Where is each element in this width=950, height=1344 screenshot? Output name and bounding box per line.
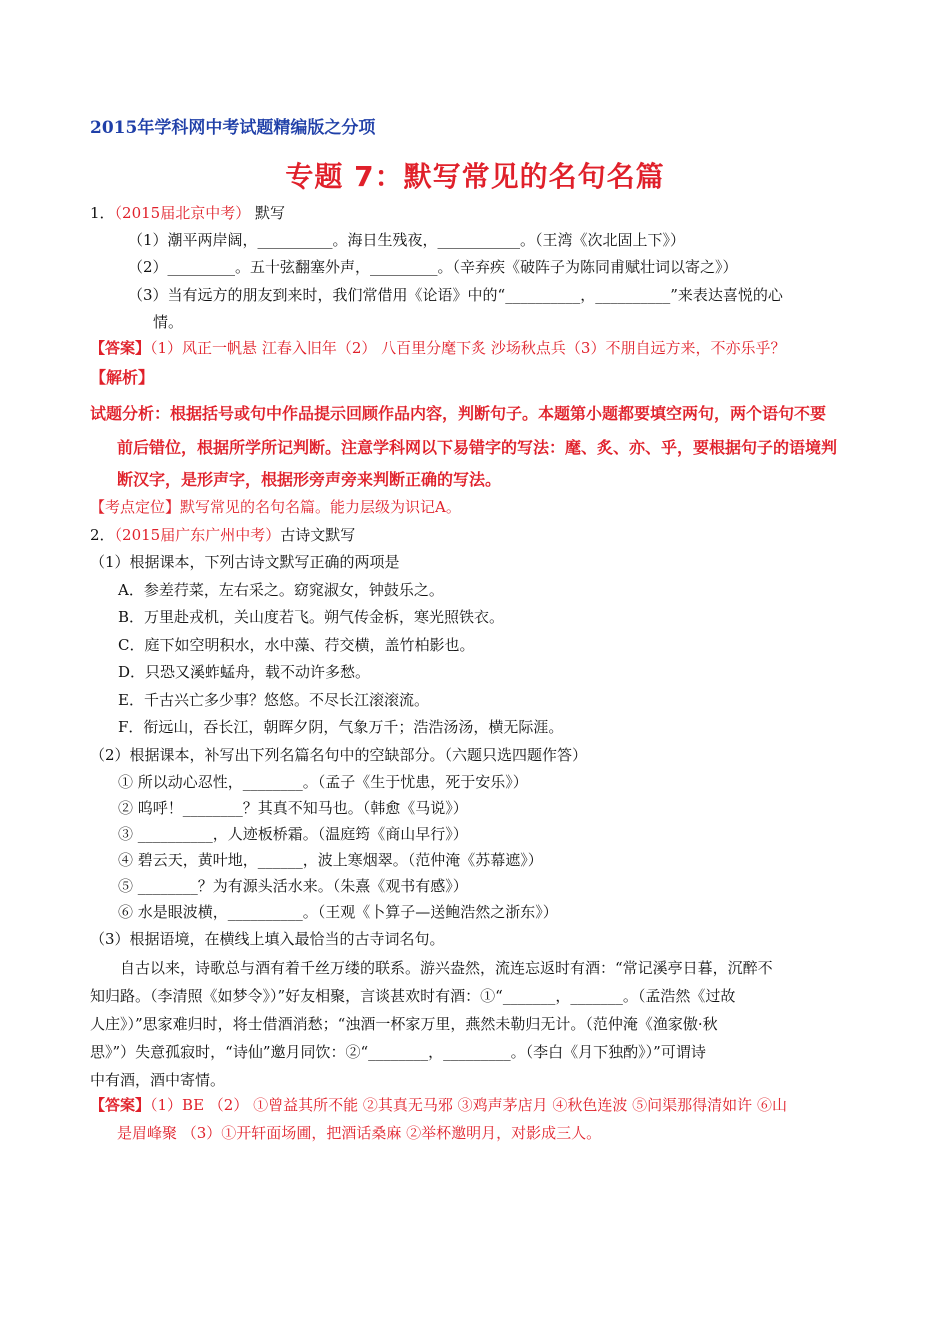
question-source: （2015届北京中考） bbox=[114, 204, 251, 222]
q2-option: D．只恐又溪蚱蜢舟，载不动许多愁。 bbox=[118, 663, 371, 681]
question-type: 默写 bbox=[255, 204, 286, 222]
analysis-text: 前后错位，根据所学所记判断。注意学科网以下易错字的写法：麾、炙、亦、乎，要根据句子的语境判 bbox=[117, 438, 838, 457]
answer-text: 是眉峰聚 （3）①开轩面场圃，把酒话桑麻 ②举杯邀明月，对影成三人。 bbox=[117, 1124, 602, 1142]
q2-passage-line: 中有酒，酒中寄情。 bbox=[90, 1071, 226, 1089]
page-title: 专题 7：默写常见的名句名篇 bbox=[285, 160, 665, 193]
analysis-text: 试题分析：根据括号或句中作品提示回顾作品内容，判断句子。本题第小题都要填空两句，两个语句不要 bbox=[90, 404, 827, 423]
series-header: 2015年学科网中考试题精编版之分项 bbox=[90, 118, 376, 138]
q2-blank: ⑥ 水是眼波横，__________。（王观《卜算子—送鲍浩然之浙东》） bbox=[118, 903, 558, 921]
q2-option: A．参差荇菜，左右采之。窈窕淑女，钟鼓乐之。 bbox=[118, 581, 444, 599]
q2-option: B．万里赴戎机，关山度若飞。朔气传金柝，寒光照铁衣。 bbox=[118, 608, 505, 626]
q2-passage-line: 人庄》）”思家难归时，将士借酒消愁；“浊酒一杯家万里，燕然未勒归无计。（范仲淹《渔家傲·秋 bbox=[90, 1015, 718, 1033]
question-number: 1． bbox=[90, 204, 115, 222]
q2-blank: ② 呜呼！________？其真不知马也。（韩愈《马说》） bbox=[118, 799, 468, 817]
question-2-heading bbox=[90, 525, 355, 545]
analysis-label: 【解析】 bbox=[90, 368, 155, 387]
answer-label: 【答案】 bbox=[90, 1096, 151, 1114]
q1-item: （3）当有远方的朋友到来时，我们常借用《论语》中的“__________，__________”来表达喜悦的心 bbox=[128, 286, 783, 304]
q2-passage-line: 思》”）失意孤寂时，“诗仙”邀月同饮：②“________，_________。（李白《月下独酌》）”可谓诗 bbox=[90, 1043, 706, 1061]
q2-part1-intro: （1）根据课本，下列古诗文默写正确的两项是 bbox=[90, 553, 400, 571]
q2-part3-intro: （3）根据语境，在横线上填入最恰当的古寺词名句。 bbox=[90, 930, 445, 948]
kaodian-text: 【考点定位】默写常见的名句名篇。能力层级为识记A。 bbox=[90, 498, 461, 516]
q2-option: F．衔远山，吞长江，朝晖夕阴，气象万千；浩浩汤汤，横无际涯。 bbox=[118, 718, 564, 736]
answer-text: （1）BE （2） ①曾益其所不能 ②其真无马邪 ③鸡声茅店月 ④秋色连波 ⑤问渠那得清如许 ⑥山 bbox=[150, 1096, 787, 1114]
question-source: （2015届广东广州中考） bbox=[114, 526, 281, 544]
q2-blank: ③ __________，人迹板桥霜。（温庭筠《商山早行》） bbox=[118, 825, 468, 843]
q2-blank: ⑤ ________？为有源头活水来。（朱熹《观书有感》） bbox=[118, 877, 468, 895]
q2-option: E．千古兴亡多少事？悠悠。不尽长江滚滚流。 bbox=[118, 691, 429, 709]
analysis-text: 断汉字，是形声字，根据形旁声旁来判断正确的写法。 bbox=[117, 470, 502, 489]
answer-label: 【答案】 bbox=[90, 339, 151, 357]
q2-answer bbox=[90, 1095, 787, 1115]
q1-item: （2）_________。五十弦翻塞外声，_________。（辛弃疾《破阵子为陈同甫赋壮词以寄之》） bbox=[128, 258, 738, 276]
q2-passage-line: 知归路。（李清照《如梦令》）”好友相聚，言谈甚欢时有酒：①“_______，_______。（孟浩然《过故 bbox=[90, 987, 736, 1005]
q2-passage-line: 自古以来，诗歌总与酒有着千丝万缕的联系。游兴盎然，流连忘返时有酒：“常记溪亭日暮，沉醉不 bbox=[90, 959, 773, 977]
q1-answer bbox=[90, 338, 785, 358]
q2-blank: ④ 碧云天，黄叶地，______，波上寒烟翠。（范仲淹《苏幕遮》） bbox=[118, 851, 543, 869]
question-1-heading bbox=[90, 203, 285, 223]
q2-blank: ① 所以动心忍性，________。（孟子《生于忧患，死于安乐》） bbox=[118, 773, 528, 791]
answer-text: （1）风正一帆悬 江春入旧年（2） 八百里分麾下炙 沙场秋点兵（3）不朋自远方来，不亦乐乎？ bbox=[150, 339, 786, 357]
q2-option: C．庭下如空明积水，水中藻、荇交横，盖竹柏影也。 bbox=[118, 636, 475, 654]
question-type: 古诗文默写 bbox=[280, 526, 356, 544]
q1-item: 情。 bbox=[153, 313, 184, 331]
q2-part2-intro: （2）根据课本，补写出下列名篇名句中的空缺部分。（六题只选四题作答） bbox=[90, 746, 588, 764]
q1-item: （1）潮平两岸阔，__________。海日生残夜，___________。（王湾《次北固上下》） bbox=[128, 231, 686, 249]
question-number: 2． bbox=[90, 526, 115, 544]
